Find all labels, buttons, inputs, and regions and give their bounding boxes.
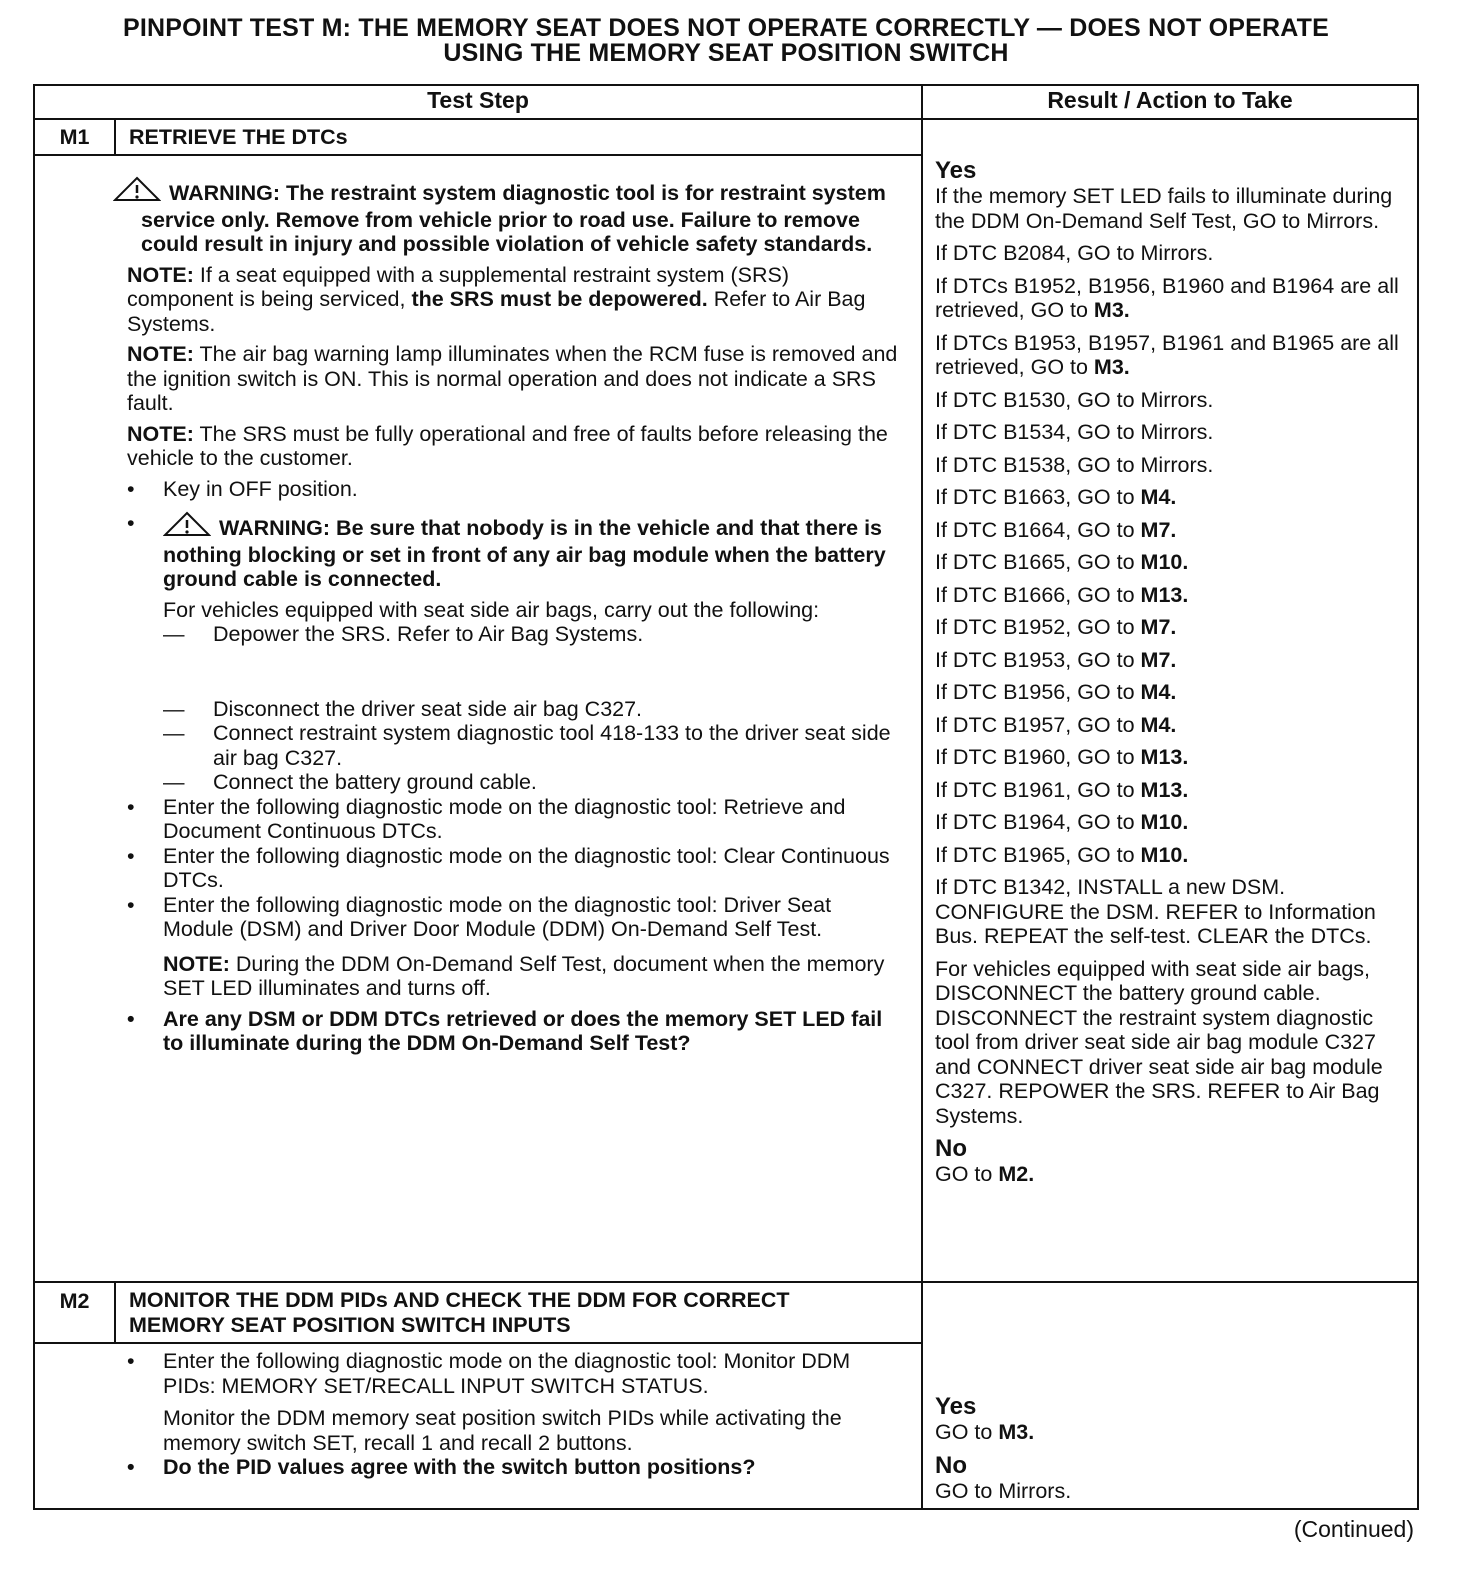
result-item: If DTC B1342, INSTALL a new DSM. CONFIGURE the DSM. REFER to Information Bus. REPEAT the self-test. CLEAR the DTCs. (935, 875, 1376, 948)
result-item: If DTC B2084, GO to Mirrors. (935, 241, 1214, 265)
m1-result-list (935, 241, 1411, 1128)
result-item: If DTC B1530, GO to Mirrors. (935, 387, 1214, 412)
header-result: Result / Action to Take (1047, 87, 1293, 113)
m1-no-label: No (935, 1135, 967, 1162)
note-srs-depower: NOTE: If a seat equipped with a supplemental restraint system (SRS) component is being serviced, the SRS must be depowered. Refer to Air Bag Systems. (127, 262, 866, 336)
result-item: If DTC B1957, GO to M4. (935, 712, 1177, 737)
result-item: For vehicles equipped with seat side air bags, DISCONNECT the battery ground cable. DISCONNECT the restraint system diagnostic tool from driver seat side air bag module C327 and CONNECT driver seat side air bag module C327. REPOWER the SRS. REFER to Air Bag Systems. (935, 956, 1383, 1128)
m2-result-body (935, 1394, 1411, 1503)
result-item: If DTC B1965, GO to M10. (935, 842, 1189, 867)
m2-yes-label: Yes (935, 1393, 977, 1420)
question-m2: • Do the PID values agree with the switch button positions? (127, 1455, 899, 1480)
step-retrieve-dtcs: • Enter the following diagnostic mode on the diagnostic tool: Retrieve and Document Continuous DTCs. (127, 795, 899, 844)
m1-no-text: GO to M2. (935, 1162, 1035, 1186)
result-item: If DTCs B1952, B1956, B1960 and B1964 are all retrieved, GO to M3. (935, 273, 1399, 322)
step-title-m1: RETRIEVE THE DTCs (129, 125, 348, 149)
m2-no-label: No (935, 1451, 967, 1479)
step-monitor-pids: • Enter the following diagnostic mode on the diagnostic tool: Monitor DDM PIDs: MEMORY SET/RECALL INPUT SWITCH STATUS. (127, 1349, 899, 1398)
step-seat-side-airbags: • WARNING: Be sure that nobody is in the vehicle and that there is nothing blocking or set in front of any air bag module when the battery ground cable is connected. For vehicles equipped with seat side air bags, carry out the following: (127, 511, 899, 622)
result-item: If DTC B1953, GO to M7. (935, 647, 1177, 672)
question-m1: • Are any DSM or DDM DTCs retrieved or does the memory SET LED fail to illuminate during the DDM On-Demand Self Test? (127, 1007, 899, 1056)
m1-result-body (935, 158, 1411, 1187)
note-set-led: NOTE: During the DDM On-Demand Self Test, document when the memory SET LED illuminates and turns off. (163, 951, 885, 1000)
note-srs-operational: NOTE: The SRS must be fully operational and free of faults before releasing the vehicle to the customer. (127, 421, 888, 470)
result-item: If DTC B1956, GO to M4. (935, 680, 1177, 704)
step-id-m1: M1 (59, 125, 90, 149)
result-item: If DTC B1960, GO to M13. (935, 745, 1189, 769)
warning-triangle-icon (127, 176, 161, 208)
step-id-m2: M2 (59, 1289, 90, 1313)
result-item: If DTC B1664, GO to M7. (935, 517, 1177, 542)
substep-connect-tool: — Connect restraint system diagnostic tool 418-133 to the driver seat side air bag C327. (127, 721, 899, 770)
m1-test-step-body (127, 176, 899, 1056)
result-item: If DTC B1534, GO to Mirrors. (935, 420, 1214, 444)
m1-yes-text: If the memory SET LED fails to illuminate during the DDM On-Demand Self Test, GO to Mirrors. (935, 184, 1393, 233)
title-line-1: PINPOINT TEST M: THE MEMORY SEAT DOES NOT OPERATE CORRECTLY — DOES NOT OPERATE (123, 14, 1329, 42)
substep-depower-srs: — Depower the SRS. Refer to Air Bag Systems. (127, 622, 899, 647)
result-item: If DTC B1665, GO to M10. (935, 550, 1189, 574)
step-clear-dtcs: • Enter the following diagnostic mode on the diagnostic tool: Clear Continuous DTCs. (127, 844, 899, 893)
page-title (30, 16, 1422, 66)
warning-triangle-icon (163, 511, 211, 543)
header-test-step: Test Step (427, 87, 529, 113)
warning-diagnostic-tool: WARNING: The restraint system diagnostic tool is for restraint system service only. Remove from vehicle prior to road use. Failure to remove could result in injury and possible violation of vehicle safety standards. (127, 176, 899, 257)
continued-label: (Continued) (1293, 1516, 1414, 1542)
m2-test-step-body (127, 1349, 899, 1480)
substep-disconnect-c327: — Disconnect the driver seat side air bag C327. (127, 697, 899, 722)
title-line-2: USING THE MEMORY SEAT POSITION SWITCH (443, 39, 1009, 67)
m2-no-text: GO to Mirrors. (935, 1478, 1072, 1503)
note-warning-lamp: NOTE: The air bag warning lamp illuminates when the RCM fuse is removed and the ignition switch is ON. This is normal operation and does not indicate a SRS fault. (127, 342, 898, 415)
step-key-off: • Key in OFF position. (127, 477, 899, 502)
result-item: If DTC B1666, GO to M13. (935, 582, 1189, 607)
m2-yes-text: GO to M3. (935, 1420, 1035, 1444)
result-item: If DTC B1964, GO to M10. (935, 810, 1189, 834)
m2-monitor-text: Monitor the DDM memory seat position switch PIDs while activating the memory switch SET, recall 1 and recall 2 buttons. (163, 1406, 842, 1455)
result-item: If DTCs B1953, B1957, B1961 and B1965 are all retrieved, GO to M3. (935, 330, 1399, 379)
result-item: If DTC B1961, GO to M13. (935, 777, 1189, 802)
step-title-m2: MONITOR THE DDM PIDs AND CHECK THE DDM FOR CORRECT MEMORY SEAT POSITION SWITCH INPUTS (129, 1288, 790, 1337)
result-item: If DTC B1538, GO to Mirrors. (935, 452, 1214, 477)
result-item: If DTC B1952, GO to M7. (935, 615, 1177, 639)
step-self-test: • Enter the following diagnostic mode on the diagnostic tool: Driver Seat Module (DSM) and Driver Door Module (DDM) On-Demand Self Test. (127, 893, 899, 942)
m1-yes-label: Yes (935, 157, 977, 184)
substep-connect-ground: — Connect the battery ground cable. (127, 770, 899, 795)
warning-nobody-in-vehicle: • WARNING: Be sure that nobody is in the vehicle and that there is nothing blocking or set in front of any air bag module when the battery ground cable is connected. (163, 511, 899, 592)
result-item: If DTC B1663, GO to M4. (935, 485, 1177, 509)
